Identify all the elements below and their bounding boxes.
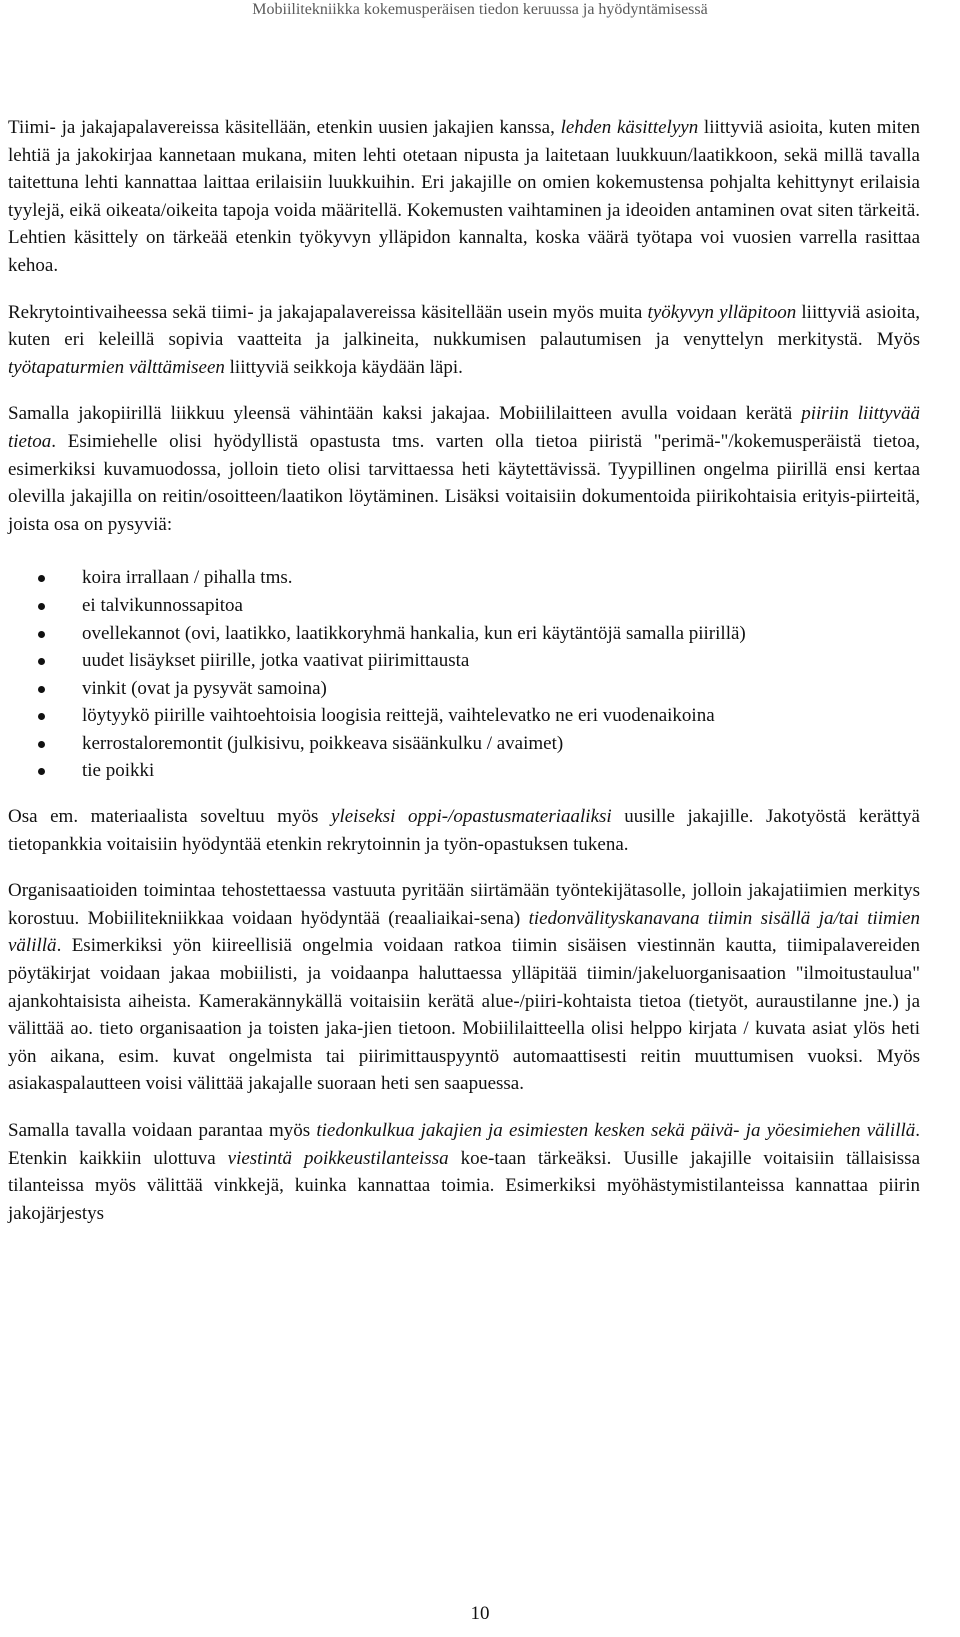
- emphasis-text: tiedonvälityskanavana tiimin sisällä ja/tai tiimien välillä: [8, 907, 920, 957]
- text-run: Samalla tavalla voidaan parantaa myös: [8, 1120, 317, 1141]
- text-run: uusille jakajille. Jakotyöstä kerättyä tietopankkia voitaisiin hyödyntää etenkin rekrytoinnin ja työn-opastuksen tukena.: [8, 806, 920, 855]
- list-item-text: uudet lisäykset piirille, jotka vaativat piirimittausta: [82, 650, 470, 672]
- list-item-text: tie poikki: [82, 760, 155, 782]
- paragraph-team-communication: [8, 877, 920, 1098]
- text-run: liittyviä asioita, kuten miten lehtiä ja jakokirjaa kannetaan mukana, miten lehti otetaan nipusta ja laitetaan luukkuun/laatikkoon, sekä millä tavalla taitettuna lehti kannattaa laittaa erilaisiin luukkuihin. Eri jakajille on omien kokemustensa pohjalta kehittynyt erilaisia tyylejä, eikä oikeata/oikeita tapoja voida määritellä. Kokemusten vaihtaminen ja ideoiden antaminen ovat siten tärkeitä. Lehtien käsittely on tärkeää etenkin työkyvyn ylläpidon kannalta, koska väärä työtapa voi vuosien varrella rasittaa kehoa.: [8, 117, 921, 276]
- list-item-text: kerrostaloremontit (julkisivu, poikkeava sisäänkulku / avaimet): [82, 732, 564, 754]
- list-item: [8, 647, 920, 675]
- district-features-list: [8, 564, 920, 785]
- list-item-text: ovellekannot (ovi, laatikko, laatikkoryhmä hankalia, kun eri käytäntöjä samalla piirillä): [82, 622, 746, 644]
- bullet-icon: [38, 603, 45, 610]
- list-item: [8, 702, 920, 730]
- text-run: liittyviä seikkoja käydään läpi.: [224, 356, 463, 378]
- list-item: [8, 620, 920, 648]
- list-item: [8, 592, 920, 620]
- text-run: . Esimiehelle olisi hyödyllistä opastusta tms. varten olla tietoa piiristä "perimä-"/kokemusperäistä tietoa, esimerkiksi kuvamuodossa, jolloin tieto olisi tarvittaessa heti käytettävissä. Tyypillinen ongelma piirillä ensi kertaa olevilla jakajilla on reitin/osoitteen/laatikon löytäminen. Lisäksi voitaisiin dokumentoida piirikohtaisia erityis-piirteitä, joista osa on pysyviä:: [8, 430, 920, 535]
- bullet-icon: [38, 631, 45, 638]
- list-item: [8, 564, 920, 592]
- text-run: Tiimi- ja jakajapalavereissa käsitellään, etenkin uusien jakajien kanssa,: [8, 117, 561, 138]
- list-item: [8, 757, 920, 785]
- bullet-icon: [38, 768, 45, 775]
- text-run: Organisaatioiden toimintaa tehostettaessa vastuuta pyritään siirtämään työntekijätasolle, jolloin jakajatiimien merkitys korostuu. Mobiilitekniikkaa voidaan hyödyntää (reaaliaikai-sena): [8, 880, 920, 929]
- paragraph-supervisor-communication: [8, 1117, 920, 1227]
- bullet-icon: [38, 575, 45, 582]
- emphasis-text: työtapaturmien välttämiseen: [8, 356, 225, 378]
- bullet-icon: [38, 686, 45, 693]
- emphasis-text: piiriin liittyvää tietoa: [8, 403, 920, 452]
- bullet-icon: [38, 713, 45, 720]
- paragraph-training-material: [8, 803, 920, 858]
- list-item-text: löytyykö piirille vaihtoehtoisia loogisia reittejä, vaihtelevatko ne eri vuodenaikoina: [82, 705, 715, 727]
- list-item-text: vinkit (ovat ja pysyvät samoina): [82, 677, 327, 699]
- page-number-text: 10: [470, 1603, 490, 1624]
- list-item: [8, 730, 920, 758]
- emphasis-text: yleiseksi oppi-/opastusmateriaaliksi: [331, 806, 612, 828]
- document-body: [8, 114, 920, 1227]
- text-run: koe-taan tärkeäksi. Uusille jakajille voitaisiin tällaisissa tilanteissa myös välittää vinkkejä, kuinka kannattaa toimia. Esimerkiksi myöhästymistilanteissa kannattaa piirin jakojärjestys: [8, 1147, 920, 1224]
- emphasis-text: työkyvyn ylläpitoon: [647, 301, 797, 323]
- text-run: Samalla jakopiirillä liikkuu yleensä vähintään kaksi jakajaa. Mobiililaitteen avulla voidaan kerätä: [8, 403, 802, 425]
- paragraph-district-info: [8, 400, 920, 538]
- text-run: liittyviä asioita, kuten eri keleillä sopivia vaatteita ja jalkineita, nukkumisen palautumisen ja venyttelyn merkitystä. Myös: [8, 301, 921, 351]
- emphasis-text: lehden käsittelyyn: [560, 117, 699, 138]
- text-run: Osa em. materiaalista soveltuu myös: [8, 806, 332, 828]
- running-header: [0, 0, 960, 34]
- bullet-icon: [38, 741, 45, 748]
- page-number: [0, 1603, 960, 1625]
- running-header-title: Mobiilitekniikka kokemusperäisen tiedon keruussa ja hyödyntämisessä: [252, 1, 708, 18]
- text-run: Rekrytointivaiheessa sekä tiimi- ja jakajapalavereissa käsitellään usein myös muita: [8, 301, 648, 323]
- list-item-text: ei talvikunnossapitoa: [82, 594, 243, 616]
- text-run: . Esimerkiksi yön kiireellisiä ongelmia voidaan ratkoa tiimin sisäisen viestinnän kautta, tiimipalavereiden pöytäkirjat voidaan jakaa mobiilisti, ja voidaanpa haluttaessa ylläpitää tiimin/jakeluorganisaation "ilmoitustaulua" ajankohtaisista aiheista. Kamerakännykällä voitaisiin kerätä alue-/piiri-kohtaista tietoa (tietyöt, auraustilanne jne.) ja välittää ao. tieto organisaation ja toisten jaka-jien tietoon. Mobiililaitteella olisi helppo kirjata / kuvata asiat ylös heti yön aikana, esim. kuvat ongelmista tai piirimittauspyyntö automaattisesti reitin muuttumisen vuoksi. Myös asiakaspalautteen voisi välittää jakajalle suoraan heti sen saapuessa.: [8, 935, 920, 1095]
- emphasis-text: viestintä poikkeustilanteissa: [227, 1147, 449, 1169]
- emphasis-text: tiedonkulkua jakajien ja esimiesten kesken sekä päivä- ja yöesimiehen välillä: [316, 1120, 916, 1141]
- list-item: [8, 675, 920, 703]
- bullet-icon: [38, 658, 45, 665]
- text-run: . Etenkin kaikkiin ulottuva: [8, 1120, 920, 1169]
- paragraph-work-ability: [8, 299, 920, 382]
- paragraph-newspaper-handling: [8, 114, 920, 280]
- list-item-text: koira irrallaan / pihalla tms.: [82, 567, 293, 589]
